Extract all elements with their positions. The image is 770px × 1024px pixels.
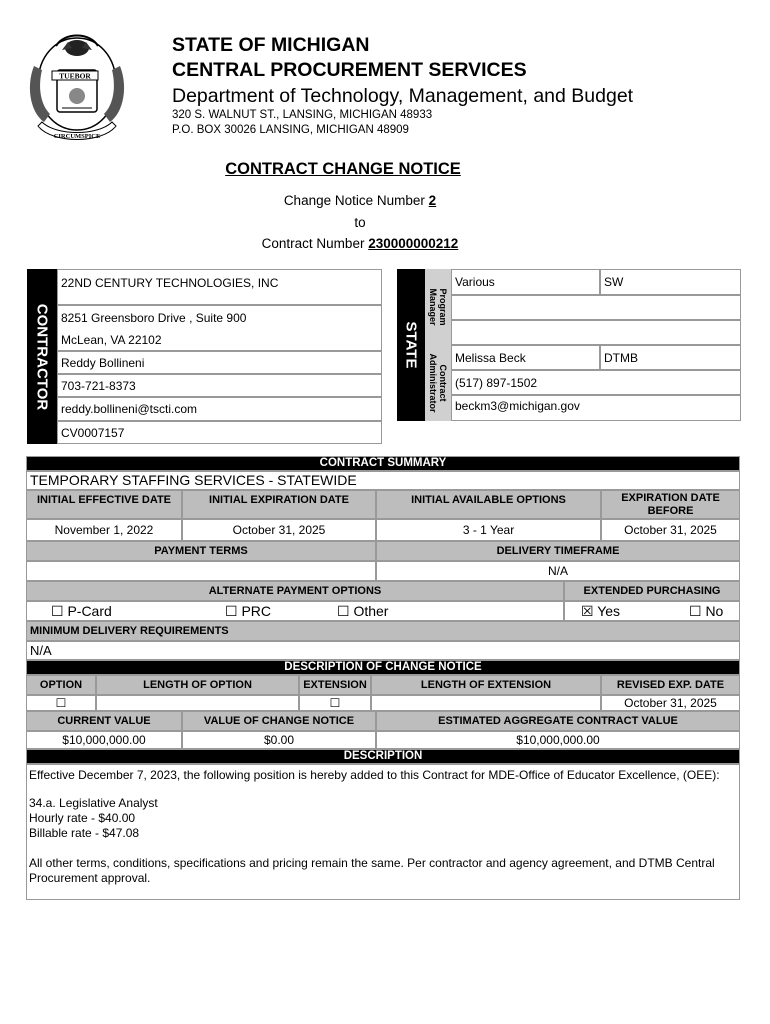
description-positions: 34.a. Legislative Analyst Hourly rate - $40.00 Billable rate - $47.08 — [29, 796, 158, 840]
contractor-address-1: 8251 Greensboro Drive , Suite 900 — [57, 305, 382, 329]
other-checkbox[interactable]: ☐ Other — [337, 602, 389, 619]
min-delivery: N/A — [26, 641, 740, 660]
current-value: $10,000,000.00 — [26, 731, 182, 749]
alternate-payment-options — [26, 601, 564, 621]
no-checkbox[interactable]: ☐ No — [689, 602, 724, 619]
state-label: STATE — [402, 321, 420, 369]
extended-purchasing-options — [564, 601, 740, 621]
change-notice-label: Change Notice Number — [283, 193, 425, 208]
description-header: DESCRIPTION — [26, 749, 740, 764]
contract-description: TEMPORARY STAFFING SERVICES - STATEWIDE — [26, 471, 740, 490]
pcard-checkbox[interactable]: ☐ P-Card — [51, 602, 112, 619]
contract-administrator-label: Contract Administrator — [428, 353, 448, 413]
aggregate-value: $10,000,000.00 — [376, 731, 740, 749]
option-checkbox[interactable]: ☐ — [26, 695, 96, 711]
delivery-timeframe-label: DELIVERY TIMEFRAME — [376, 541, 740, 561]
initial-available-options: 3 - 1 Year — [376, 519, 601, 541]
program-manager-agency: SW — [600, 269, 741, 295]
col-value-of-change: VALUE OF CHANGE NOTICE — [182, 711, 376, 731]
description-paragraph-3: All other terms, conditions, specifications and pricing remain the same. Per contractor and agency agreement, and DTMB Central Procurement approval. — [29, 856, 715, 885]
agency-title: CENTRAL PROCUREMENT SERVICES — [172, 59, 527, 81]
col-aggregate-value: ESTIMATED AGGREGATE CONTRACT VALUE — [376, 711, 740, 731]
revised-exp-date: October 31, 2025 — [601, 695, 740, 711]
contract-administrator-label-box — [425, 345, 451, 421]
contract-administrator-agency: DTMB — [600, 345, 741, 370]
contractor-vendor-id: CV0007157 — [57, 421, 382, 444]
contract-number-line — [0, 235, 720, 252]
department-title: Department of Technology, Management, and Budget — [172, 85, 634, 107]
program-manager-name: Various — [451, 269, 600, 295]
extension-checkbox[interactable]: ☐ — [299, 695, 371, 711]
contractor-phone: 703-721-8373 — [57, 374, 382, 397]
notice-title: CONTRACT CHANGE NOTICE — [225, 160, 461, 178]
change-notice-number: 2 — [428, 193, 437, 208]
length-of-extension — [371, 695, 601, 711]
program-manager-email — [451, 320, 741, 345]
seal-motto: TUEBOR — [59, 71, 91, 81]
initial-effective-date: November 1, 2022 — [26, 519, 182, 541]
col-expiration-date-before: EXPIRATION DATE BEFORE — [601, 490, 740, 519]
alternate-payment-options-label: ALTERNATE PAYMENT OPTIONS — [26, 581, 564, 601]
michigan-state-seal — [24, 26, 130, 150]
contract-administrator-phone: (517) 897-1502 — [451, 370, 741, 395]
program-manager-label: Program Manager — [428, 288, 448, 326]
yes-checkbox[interactable]: ☒ Yes — [581, 602, 621, 619]
address-line-1: 320 S. WALNUT ST., LANSING, MICHIGAN 48933 — [172, 109, 433, 121]
contractor-contact: Reddy Bollineni — [57, 351, 382, 374]
prc-checkbox[interactable]: ☐ PRC — [225, 602, 271, 619]
address-line-2: P.O. BOX 30026 LANSING, MICHIGAN 48909 — [172, 124, 409, 136]
payment-terms-label: PAYMENT TERMS — [26, 541, 376, 561]
extended-purchasing-label: EXTENDED PURCHASING — [564, 581, 740, 601]
change-notice-header: DESCRIPTION OF CHANGE NOTICE — [26, 660, 740, 675]
col-revised-exp-date: REVISED EXP. DATE — [601, 675, 740, 695]
col-extension: EXTENSION — [299, 675, 371, 695]
contract-summary-header: CONTRACT SUMMARY — [26, 456, 740, 471]
length-of-option — [96, 695, 299, 711]
expiration-date-before: October 31, 2025 — [601, 519, 740, 541]
program-manager-label-box — [425, 269, 451, 345]
col-option: OPTION — [26, 675, 96, 695]
contract-administrator-email: beckm3@michigan.gov — [451, 395, 741, 421]
min-delivery-label: MINIMUM DELIVERY REQUIREMENTS — [26, 621, 740, 641]
to-line: to — [354, 215, 366, 230]
state-title: STATE OF MICHIGAN — [172, 34, 370, 56]
value-of-change: $0.00 — [182, 731, 376, 749]
delivery-timeframe: N/A — [376, 561, 740, 581]
col-initial-expiration-date: INITIAL EXPIRATION DATE — [182, 490, 376, 519]
contract-number-label: Contract Number — [261, 236, 365, 251]
col-initial-effective-date: INITIAL EFFECTIVE DATE — [26, 490, 182, 519]
contract-administrator-name: Melissa Beck — [451, 345, 600, 370]
description-body — [26, 764, 740, 900]
change-notice-line — [0, 192, 720, 209]
col-current-value: CURRENT VALUE — [26, 711, 182, 731]
contractor-email: reddy.bollineni@tscti.com — [57, 397, 382, 421]
description-paragraph-1: Effective December 7, 2023, the following position is hereby added to this Contract for MDE-Office of Educator Excellence, (OEE): — [29, 768, 720, 782]
col-length-of-option: LENGTH OF OPTION — [96, 675, 299, 695]
state-bar — [397, 269, 425, 421]
initial-expiration-date: October 31, 2025 — [182, 519, 376, 541]
col-length-of-extension: LENGTH OF EXTENSION — [371, 675, 601, 695]
col-initial-available-options: INITIAL AVAILABLE OPTIONS — [376, 490, 601, 519]
program-manager-phone — [451, 295, 741, 320]
seal-bottom-text: CIRCUMSPICE — [53, 133, 101, 140]
contract-number: 230000000212 — [368, 236, 459, 251]
contractor-label: CONTRACTOR — [33, 303, 51, 410]
payment-terms — [26, 561, 376, 581]
contractor-address-2: McLean, VA 22102 — [57, 329, 382, 351]
contractor-name: 22ND CENTURY TECHNOLOGIES, INC — [57, 269, 382, 305]
contractor-bar — [27, 269, 57, 444]
